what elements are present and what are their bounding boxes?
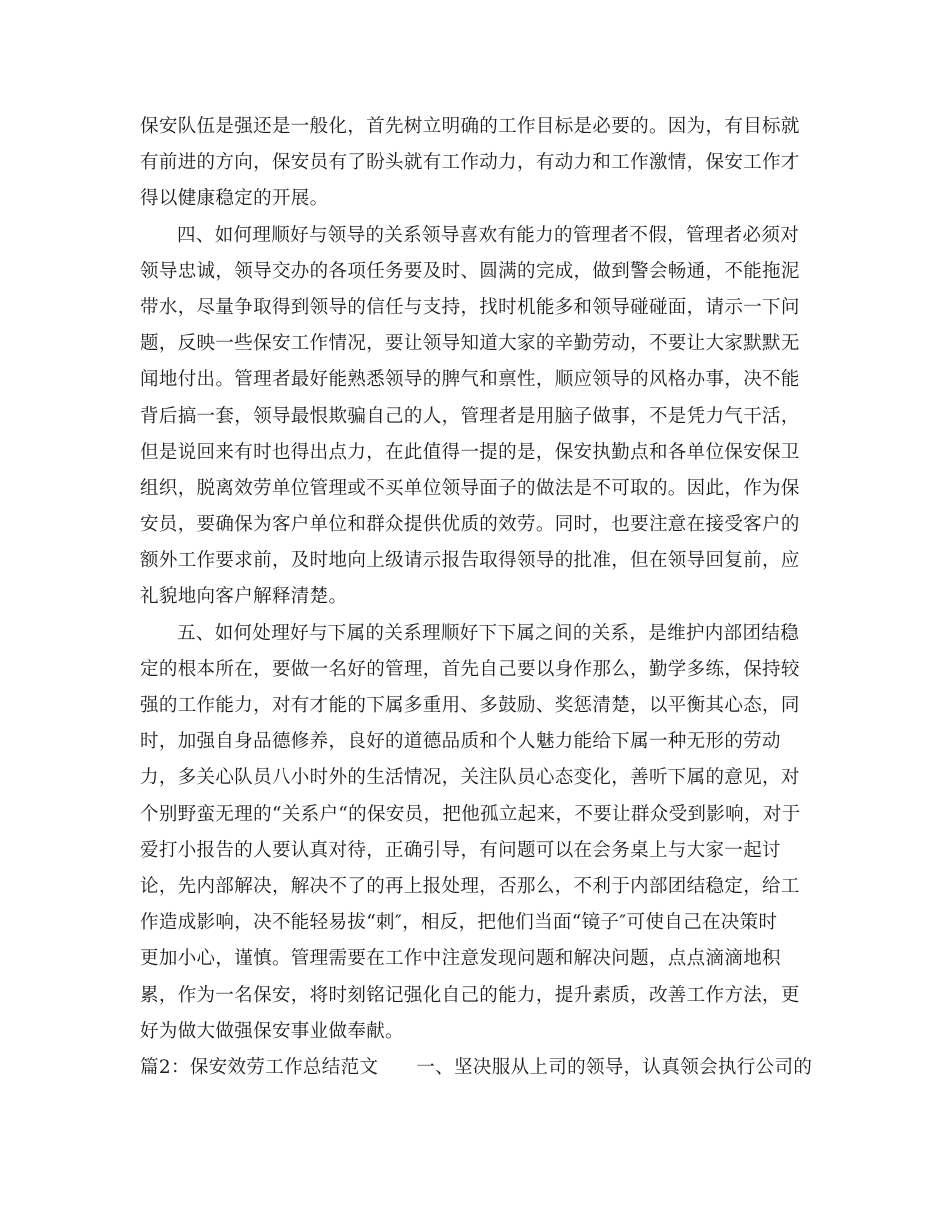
- text-line: 强的工作能力，对有才能的下属多重用、多鼓励、奖惩清楚，以平衡其心态，同: [140, 695, 800, 716]
- section-heading: 篇2：保安效劳工作总结范文: [140, 1056, 379, 1078]
- text-line: 累，作为一名保安，将时刻铭记强化自己的能力，提升素质，改善工作方法，更: [140, 984, 800, 1006]
- text-line: 额外工作要求前，及时地向上级请示报告取得领导的批准，但在领导回复前，应: [140, 550, 800, 572]
- text-line: 论，先内部解决，解决不了的再上报处理，否那么，不利于内部团结稳定，给工: [140, 875, 800, 897]
- paragraph-subordinates: [140, 616, 812, 1050]
- text-line: 力，多关心队员八小时外的生活情况，关注队员心态变化，善听下属的意见，对: [140, 767, 800, 789]
- text-line: 好为做大做强保安事业做奉献。: [140, 1020, 404, 1042]
- text-line: 背后搞一套，领导最恨欺骗自己的人，管理者是用脑子做事，不是凭力气干活，: [140, 405, 800, 427]
- text-line: 有前进的方向，保安员有了盼头就有工作动力，有动力和工作激情，保安工作才: [140, 152, 800, 174]
- text-line: 五、如何处理好与下属的关系理顺好下下属之间的关系，是维护内部团结稳: [177, 622, 800, 644]
- heading-continuation: 一、坚决服从上司的领导，认真领会执行公司的: [416, 1056, 813, 1078]
- text-line: 带水，尽量争取得到领导的信任与支持，找时机能多和领导碰碰面，请示一下问: [140, 296, 800, 318]
- text-line: 安员，要确保为客户单位和群众提供优质的效劳。同时，也要注意在接受客户的: [140, 514, 800, 536]
- text-line: 组织，脱离效劳单位管理或不买单位领导面子的做法是不可取的。因此，作为保: [140, 477, 800, 499]
- section-heading-line: [140, 1050, 812, 1086]
- text-line: 但是说回来有时也得出点力，在此值得一提的是，保安执勤点和各单位保安保卫: [140, 441, 800, 463]
- paragraph-goals: [140, 109, 812, 218]
- text-line: 更加小心，谨慎。管理需要在工作中注意发现问题和解决问题，点点滴滴地积: [140, 948, 781, 970]
- text-line: 定的根本所在，要做一名好的管理，首先自己要以身作那么，勤学多练，保持较: [140, 658, 800, 680]
- text-line: 时，加强自身品德修养，良好的道德品质和个人魅力能给下属一种无形的劳动: [140, 731, 781, 753]
- text-line: 领导忠诚，领导交办的各项任务要及时、圆满的完成，做到警会畅通，不能拖泥: [140, 260, 800, 282]
- text-line: 礼貌地向客户解释清楚。: [140, 586, 348, 608]
- text-line: 闻地付出。管理者最好能熟悉领导的脾气和禀性，顺应领导的风格办事，决不能: [140, 369, 800, 391]
- text-line: 个别野蛮无理的“关系户“的保安员，把他孤立起来，不要让群众受到影响，对于: [140, 803, 801, 825]
- text-line: 四、如何理顺好与领导的关系领导喜欢有能力的管理者不假，管理者必须对: [177, 224, 800, 246]
- text-line: 爱打小报告的人要认真对待，正确引导，有问题可以在会务桌上与大家一起讨: [140, 839, 781, 861]
- paragraph-leadership: [140, 218, 812, 616]
- text-line: 保安队伍是强还是一般化，首先树立明确的工作目标是必要的。因为，有目标就: [140, 116, 800, 137]
- text-line: 作造成影响，决不能轻易拔“刺″，相反，把他们当面“镜子″可使自己在决策时: [140, 912, 778, 934]
- document-page: [140, 109, 812, 1086]
- text-line: 得以健康稳定的开展。: [140, 188, 329, 210]
- text-line: 题，反映一些保安工作情况，要让领导知道大家的辛勤劳动，不要让大家默默无: [140, 333, 800, 355]
